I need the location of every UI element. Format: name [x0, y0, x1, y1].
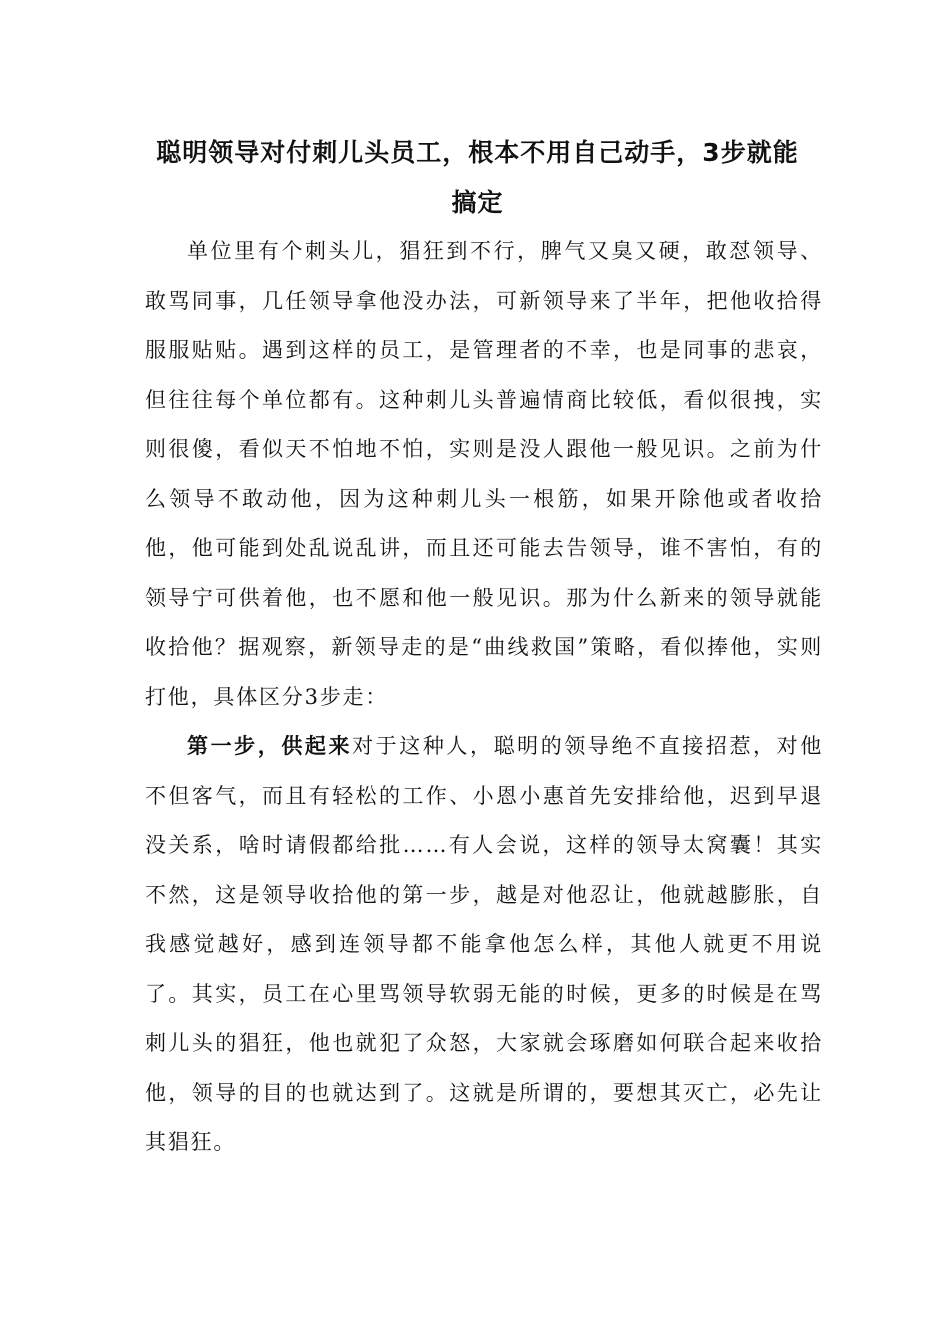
document-body — [145, 227, 823, 1168]
document-title: 聪明领导对付刺儿头员工，根本不用自己动手，3步就能搞定 — [156, 138, 799, 217]
step-one-heading: 第一步，供起来 — [187, 734, 353, 758]
paragraph-text: 对于这种人，聪明的领导绝不直接招惹，对他不但客气，而且有轻松的工作、小恩小惠首先安排给他，迟到早退没关系，啥时请假都给批……有人会说，这样的领导太窝囊！其实不然，这是领导收拾他的第一步，越是对他忍让，他就越膨胀，自我感觉越好，感到连领导都不能拿他怎么样，其他人就更不用说了。其实，员工在心里骂领导软弱无能的时候，更多的时候是在骂刺儿头的猖狂，他也就犯了众怒，大家就会琢磨如何联合起来收拾他，领导的目的也就达到了。这就是所谓的，要想其灭亡，必先让其猖狂。 — [145, 734, 823, 1154]
paragraph-intro — [145, 227, 823, 722]
paragraph-step-one — [145, 722, 823, 1168]
paragraph-text: 单位里有个刺头儿，猖狂到不行，脾气又臭又硬，敢怼领导、敢骂同事，几任领导拿他没办法，可新领导来了半年，把他收拾得服服贴贴。遇到这样的员工，是管理者的不幸，也是同事的悲哀，但往往每个单位都有。这种刺儿头普遍情商比较低，看似很拽，实则很傻，看似天不怕地不怕，实则是没人跟他一般见识。之前为什么领导不敢动他，因为这种刺儿头一根筋，如果开除他或者收拾他，他可能到处乱说乱讲，而且还可能去告领导，谁不害怕，有的领导宁可供着他，也不愿和他一般见识。那为什么新来的领导就能收拾他？据观察，新领导走的是“曲线救国”策略，看似捧他，实则打他，具体区分3步走： — [145, 239, 823, 709]
